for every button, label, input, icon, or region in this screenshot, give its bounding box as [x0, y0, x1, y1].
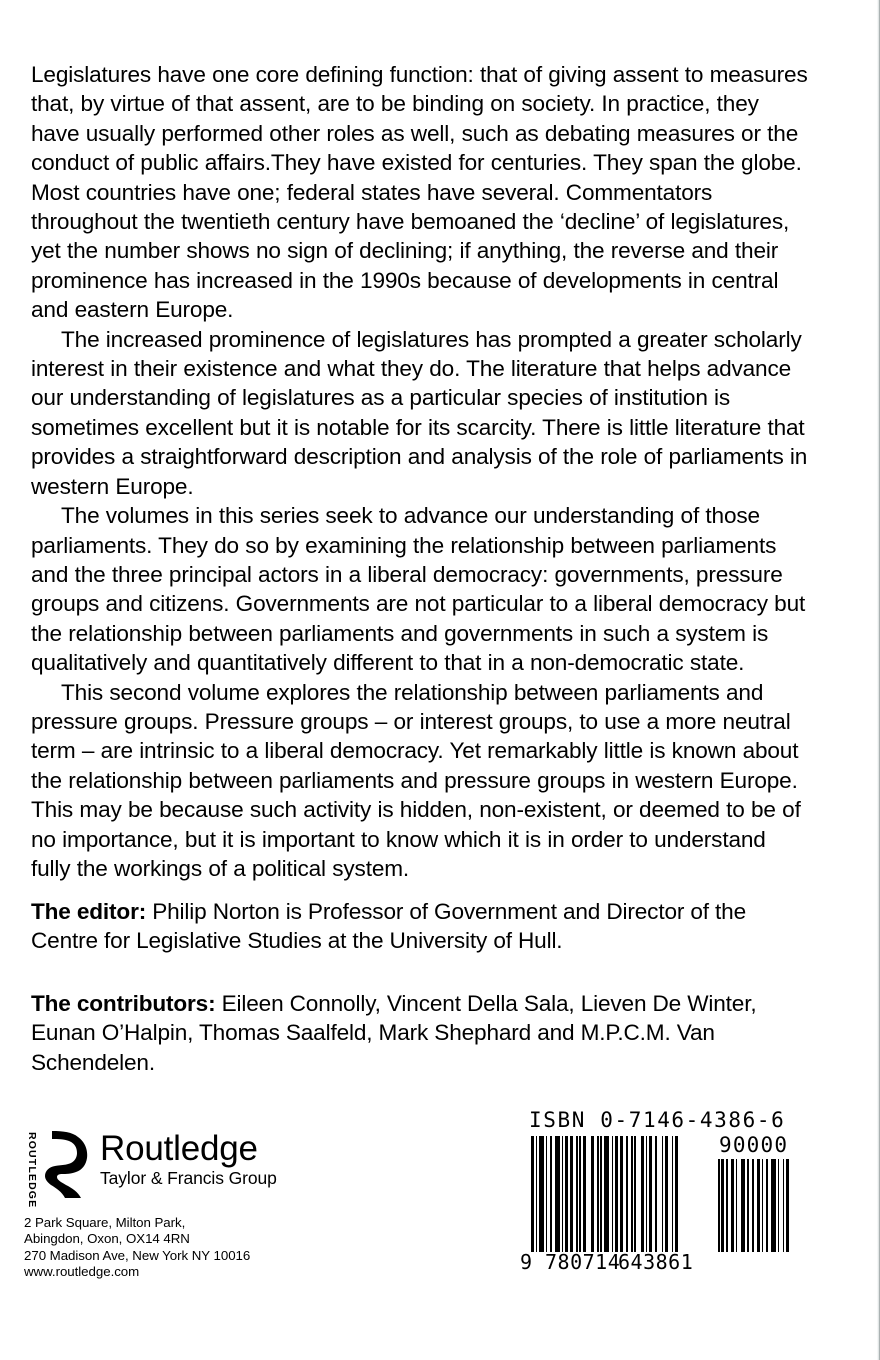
isbn-text: ISBN 0-7146-4386-6: [529, 1108, 786, 1132]
publisher-website: www.routledge.com: [24, 1264, 140, 1280]
back-cover-blurb: [31, 60, 809, 883]
contributors-label: The contributors:: [31, 990, 216, 1016]
blurb-paragraph-2: The increased prominence of legislatures has prompted a greater scholarly interest in their existence and what they do. The literature that helps advance our understanding of legislatures as a particular species of institution is sometimes excellent but it is notable for its scarcity. There is little literature that provides a straightforward description and analysis of the role of parliaments in western Europe.: [31, 326, 808, 499]
routledge-face-icon: [45, 1130, 89, 1199]
ean13-barcode: [531, 1136, 680, 1252]
contributors-credit: [31, 989, 809, 1077]
editor-text: Philip Norton is Professor of Government and Director of the Centre for Legislative Studies at the University of Hull.: [31, 899, 746, 954]
routledge-name: Routledge: [100, 1129, 258, 1168]
editor-credit: [31, 897, 809, 956]
ean5-addon-barcode: [718, 1159, 789, 1252]
routledge-vertical-text: ROUTLEDGE: [26, 1132, 38, 1209]
editor-label: The editor:: [31, 899, 147, 924]
blurb-paragraph-3: The volumes in this series seek to advance our understanding of those parliaments. They do so by examining the relationship between parliaments and the three principal actors in a liberal democracy: governments, pressure groups and citizens. Governments are not particular to a liberal democracy but the relationship between parliaments and governments in such a system is qualitatively and quantitatively different to that in a non-democratic state.: [31, 503, 806, 676]
blurb-paragraph-1: Legislatures have one core defining function: that of giving assent to measures that, by virtue of that assent, are to be binding on society. In practice, they have usually performed other roles as well, such as debating measures or the conduct of public affairs.They have existed for centuries. They span the globe. Most countries have one; federal states have several. Commentators throughout the twentieth century have bemoaned the ‘decline’ of legislatures, yet the number shows no sign of declining; if anything, the reverse and their prominence has increased in the 1990s because of developments in central and eastern Europe.: [31, 62, 808, 323]
routledge-tagline: Taylor & Francis Group: [100, 1168, 277, 1188]
publisher-address: [24, 1215, 324, 1281]
publisher-block: [24, 1128, 324, 1281]
routledge-logo: [24, 1128, 324, 1209]
ean13-lead-digit: 9: [520, 1250, 533, 1274]
ean13-right-group: 643861: [618, 1250, 694, 1274]
routledge-logo-mark: [24, 1128, 90, 1209]
barcode-addon-text: 90000: [719, 1133, 789, 1157]
blurb-paragraph-4: This second volume explores the relationship between parliaments and pressure groups. Pressure groups – or interest groups, to use a more neutral term – are intrinsic to a liberal democracy. Yet remarkably little is known about the relationship between parliaments and pressure groups in western Europe. This may be because such activity is hidden, non-existent, or deemed to be of no importance, but it is important to know which it is in order to understand fully the workings of a political system.: [31, 679, 801, 881]
address-line-2: Abingdon, Oxon, OX14 4RN: [24, 1231, 190, 1247]
credits-section: [31, 897, 809, 1110]
ean13-left-group: 780714: [545, 1250, 621, 1274]
barcode-block: [520, 1108, 810, 1288]
address-line-3: 270 Madison Ave, New York NY 10016: [24, 1247, 251, 1263]
contributors-text: Eileen Connolly, Vincent Della Sala, Lieven De Winter, Eunan O’Halpin, Thomas Saalfeld, Mark Shephard and M.P.C.M. Van Schendelen.: [31, 990, 757, 1075]
address-line-1: 2 Park Square, Milton Park,: [24, 1215, 186, 1230]
routledge-wordmark: [90, 1128, 277, 1189]
